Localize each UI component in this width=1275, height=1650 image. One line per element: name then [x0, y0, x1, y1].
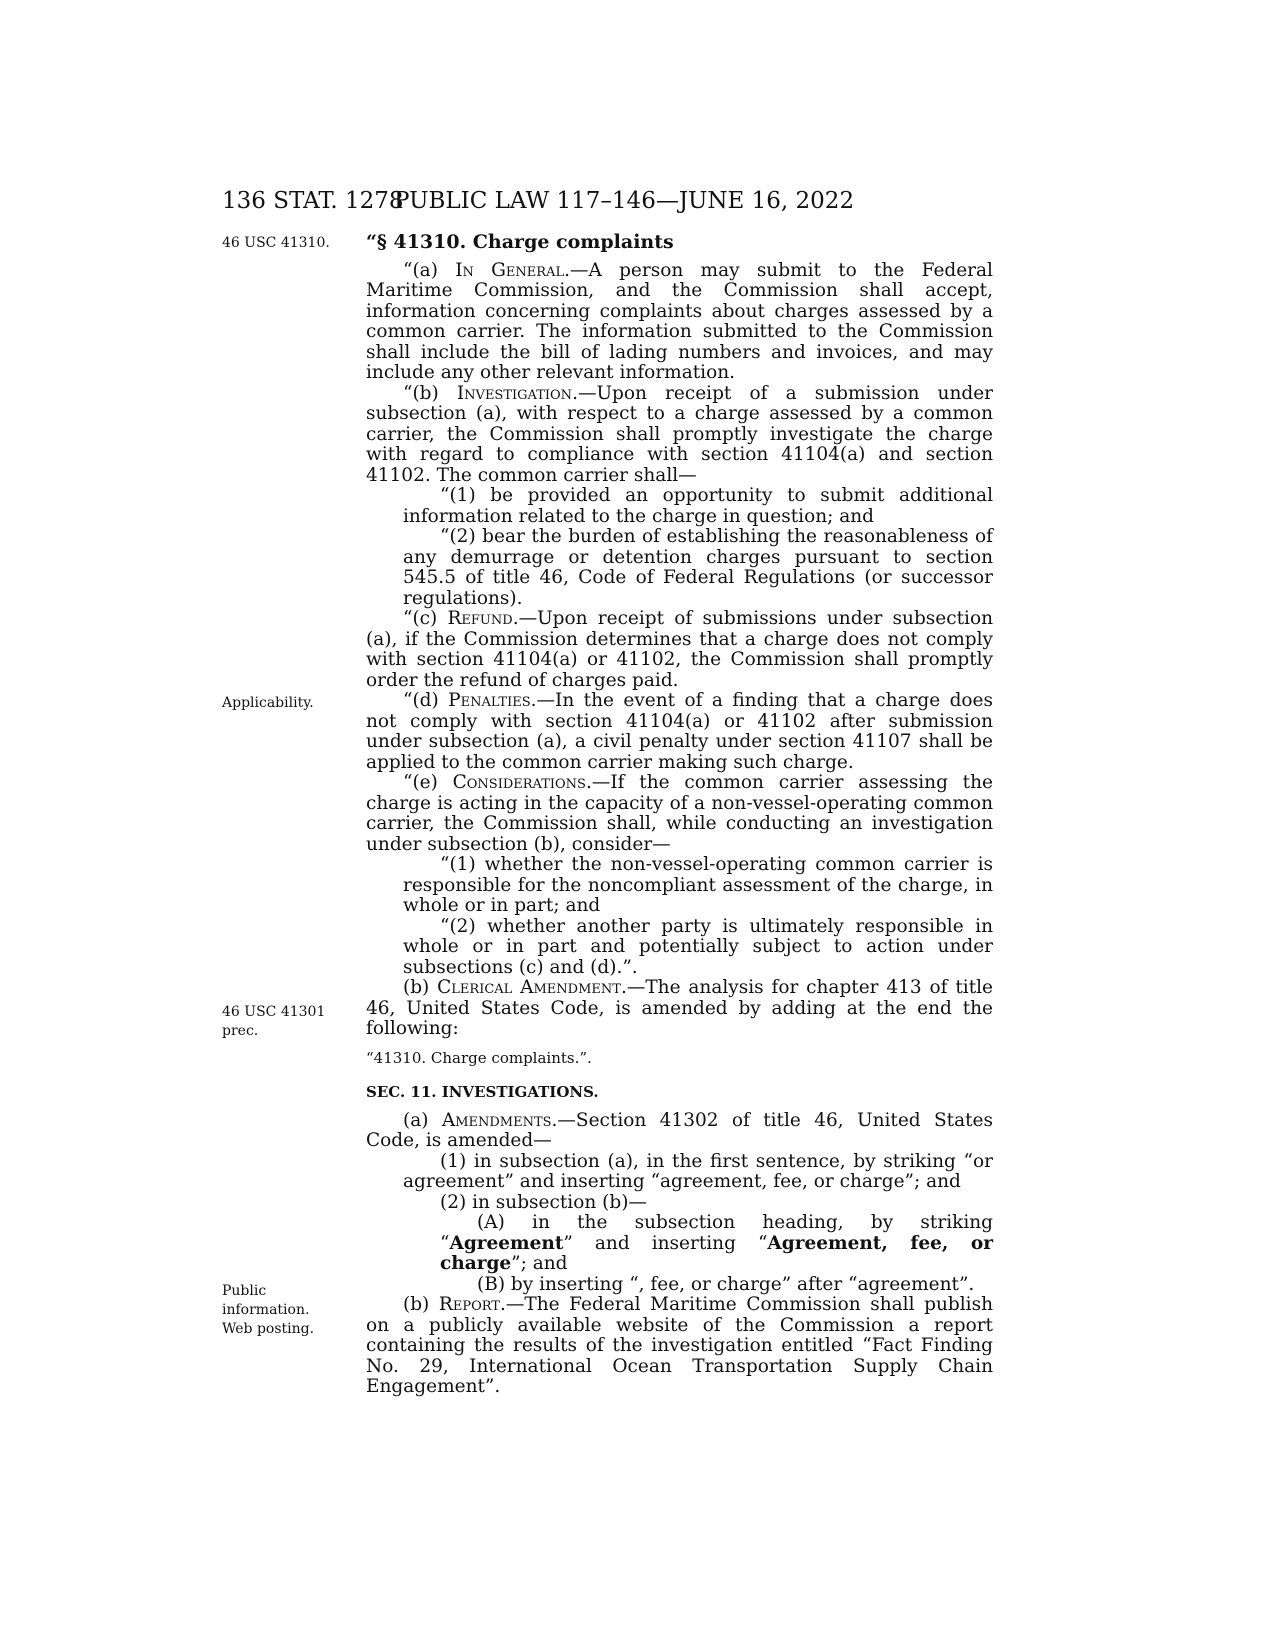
margin-note-usc-41310: 46 USC 41310. [222, 235, 330, 251]
margin-note-public-info: Public information. Web posting. [222, 1283, 315, 1337]
clerical-amendment-label: Clerical Amendment [437, 977, 621, 998]
sec-11-subsection-b-label: Report [438, 1294, 500, 1315]
sec-11-item-A: (A) in the subsection heading, by striking “Agreement” and inserting “Agreement, fee, or charge”; and [440, 1212, 993, 1274]
subsection-a: “(a) In General.—A person may submit to the Federal Maritime Commission, and the Commission shall accept, information concerning complaints about charges assessed by a common carrier. The information submitted to the Commission shall include the bill of lading numbers and invoices, and may include any other relevant information. [366, 259, 993, 383]
subsection-c: “(c) Refund.—Upon receipt of submissions under subsection (a), if the Commission determines that a charge does not comply with section 41104(a) or 41102, the Commission shall promptly order the refund of charges paid. [366, 608, 994, 691]
sec-11-subsection-b: (b) Report.—The Federal Maritime Commission shall publish on a publicly available website of the Commission a report containing the results of the investigation entitled “Fact Finding No. 29, International Ocean Transportation Supply Chain Engagement”. [366, 1294, 993, 1397]
struck-heading-bold: Agreement [449, 1232, 564, 1254]
running-header: PUBLIC LAW 117–146—JUNE 16, 2022 [394, 188, 855, 214]
stat-citation: 136 STAT. 1278 [222, 188, 404, 214]
paragraph-e2: “(2) whether another party is ultimately responsible in whole or in part and potentially subject to action under subsections (c) and (d).”. [403, 915, 993, 978]
sec-11-subsection-a-label: Amendments [441, 1109, 552, 1131]
sec-11-item-1: (1) in subsection (a), in the first sentence, by striking “or agreement” and inserting “agreement, fee, or charge”; and [403, 1150, 993, 1192]
sec-11-item-B: (B) by inserting “, fee, or charge” after “agreement”. [477, 1273, 975, 1295]
margin-note-usc-41301: 46 USC 41301 prec. [222, 1004, 326, 1039]
sec-11-title: SEC. 11. INVESTIGATIONS. [366, 1083, 599, 1101]
subsection-b: “(b) Investigation.—Upon receipt of a submission under subsection (a), with respect to a charge assessed by a common carrier, the Commission shall promptly investigate the charge with regard to compliance with section 41104(a) and section 41102. The common carrier shall— [366, 382, 993, 486]
section-heading: “§ 41310. Charge complaints [366, 231, 674, 253]
body-text [366, 232, 993, 1398]
inserted-heading-bold: Agreement, fee, or charge [440, 1232, 993, 1274]
subsection-e: “(e) Considerations.—If the common carrier assessing the charge is acting in the capacity of a non-vessel-operating common carrier, the Commission shall, while conducting an investigation under subsection (b), consider— [366, 772, 993, 855]
clerical-amendment: (b) Clerical Amendment.—The analysis for chapter 413 of title 46, United States Code, is amended by adding at the end the following: [366, 977, 993, 1039]
sec-11-subsection-a: (a) Amendments.—Section 41302 of title 46, United States Code, is amended— [366, 1109, 993, 1151]
paragraph-b1: “(1) be provided an opportunity to submit additional information related to the charge in question; and [403, 485, 993, 527]
subsection-c-label: Refund [447, 608, 513, 629]
table-of-sections-entry: “41310. Charge complaints.”. [366, 1048, 592, 1067]
sec-11-item-2: (2) in subsection (b)— [440, 1191, 647, 1213]
paragraph-e1: “(1) whether the non-vessel-operating common carrier is responsible for the noncompliant assessment of the charge, in whole or in part; and [403, 854, 993, 916]
paragraph-b2: “(2) bear the burden of establishing the reasonableness of any demurrage or detention charges pursuant to section 545.5 of title 46, Code of Federal Regulations (or successor regulations). [403, 526, 993, 609]
subsection-d-label: Penalties [448, 690, 531, 711]
margin-note-applicability: Applicability. [222, 695, 314, 711]
subsection-d: “(d) Penalties.—In the event of a finding that a charge does not comply with section 41104(a) or 41102 after submission under subsection (a), a civil penalty under section 41107 shall be applied to the common carrier making such charge. [366, 690, 993, 773]
subsection-e-label: Considerations [452, 772, 586, 793]
subsection-a-label: In General [455, 259, 565, 281]
subsection-b-label: Investigation [456, 382, 573, 404]
